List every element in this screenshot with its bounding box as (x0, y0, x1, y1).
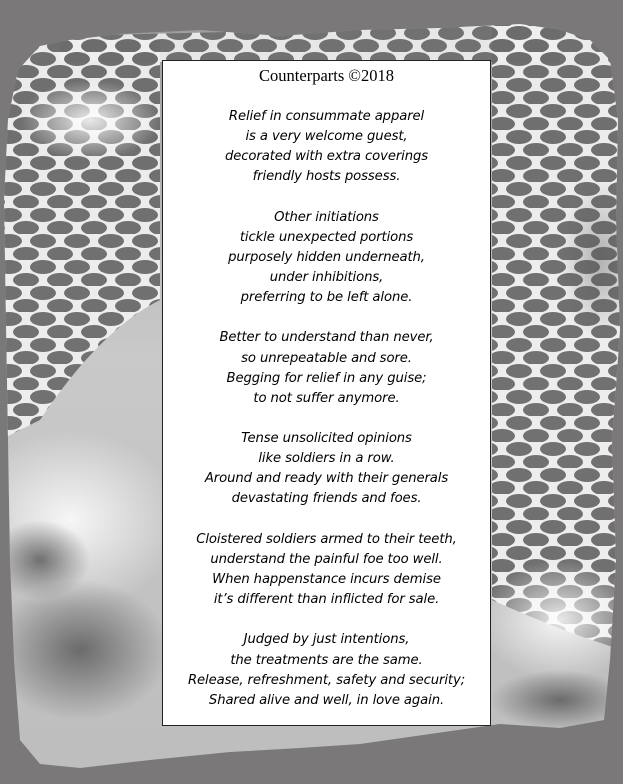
poem-line: Better to understand than never, (219, 330, 434, 346)
poem-line: under inhibitions, (269, 269, 384, 285)
poem-stanza (163, 530, 490, 610)
poem-stanza (163, 328, 490, 408)
poem-line: understand the painful foe too well. (210, 551, 443, 567)
poem-line: like soldiers in a row. (258, 451, 395, 467)
poem-line: tickle unexpected portions (239, 229, 414, 245)
poem-line: decorated with extra coverings (224, 149, 429, 165)
poem-line: it’s different than inflicted for sale. (213, 592, 440, 608)
poem-stanza (163, 630, 490, 710)
poem-title: Counterparts ©2018 (259, 66, 394, 85)
poem-stanza (163, 429, 490, 509)
poem-line: friendly hosts possess. (252, 169, 401, 185)
poem-line: Judged by just intentions, (243, 632, 410, 648)
poem-stanza (163, 107, 490, 187)
poem-line: Around and ready with their generals (204, 471, 449, 487)
poem-line: devastating friends and foes. (231, 491, 422, 507)
poem-line: Cloistered soldiers armed to their teeth, (196, 531, 457, 547)
poem-line: to not suffer anymore. (253, 390, 400, 406)
poem-card (162, 60, 491, 726)
poem-line: the treatments are the same. (230, 652, 423, 668)
poem-line: preferring to be left alone. (240, 290, 413, 306)
poem-line: When happenstance incurs demise (212, 571, 441, 587)
poem-line: is a very welcome guest, (245, 129, 408, 145)
poem-stanza (163, 208, 490, 308)
poem-line: Release, refreshment, safety and security; (187, 672, 466, 688)
poem-line: Begging for relief in any guise; (226, 370, 427, 386)
poem-line: so unrepeatable and sore. (241, 350, 412, 366)
poem-body (163, 107, 490, 731)
poem-line: Shared alive and well, in love again. (208, 692, 445, 708)
poem-line: Tense unsolicited opinions (241, 431, 412, 447)
poem-line: purposely hidden underneath, (228, 249, 425, 265)
poem-line: Relief in consummate apparel (228, 109, 425, 124)
poem-line: Other initiations (274, 209, 379, 225)
